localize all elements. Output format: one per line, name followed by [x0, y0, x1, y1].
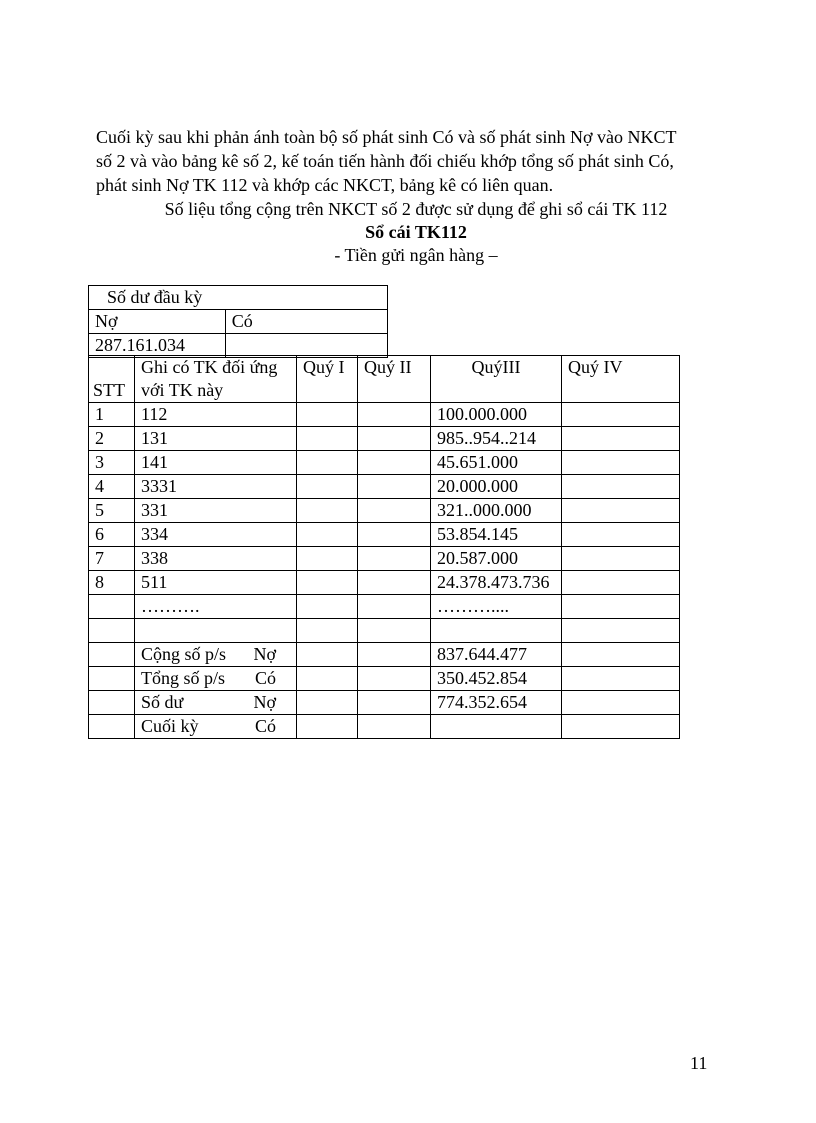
row-account: 338 — [135, 547, 297, 571]
row-stt: 5 — [89, 499, 135, 523]
total-label-cell — [135, 643, 297, 667]
row-q3: 24.378.473.736 — [431, 571, 562, 595]
total-label: Cuối kỳ — [141, 716, 199, 736]
row-q2 — [358, 619, 431, 643]
total-side: Có — [254, 716, 276, 736]
row-q3: 321..000.000 — [431, 499, 562, 523]
table-row — [89, 595, 680, 619]
opening-balance-header: Số dư đầu kỳ — [89, 286, 388, 310]
total-side: Có — [254, 668, 276, 688]
table-row — [89, 475, 680, 499]
table-row — [89, 403, 680, 427]
row-q2 — [358, 523, 431, 547]
row-q2 — [358, 595, 431, 619]
row-stt: 1 — [89, 403, 135, 427]
row-q1 — [297, 643, 358, 667]
total-row — [89, 691, 680, 715]
total-side: Nợ — [253, 644, 276, 664]
row-q4 — [562, 667, 680, 691]
header-q2: Quý II — [358, 356, 431, 403]
row-stt: 6 — [89, 523, 135, 547]
row-q1 — [297, 571, 358, 595]
row-stt — [89, 715, 135, 739]
total-label-cell — [135, 715, 297, 739]
row-q1 — [297, 547, 358, 571]
total-label-cell — [135, 667, 297, 691]
row-q1 — [297, 427, 358, 451]
row-q1 — [297, 523, 358, 547]
row-q1 — [297, 619, 358, 643]
row-q3: 20.000.000 — [431, 475, 562, 499]
row-q3: 774.352.654 — [431, 691, 562, 715]
row-q4 — [562, 571, 680, 595]
total-row — [89, 715, 680, 739]
header-account-line-2: với TK này — [141, 380, 224, 400]
header-account-line-1: Ghi có TK đối ứng — [141, 357, 278, 377]
page-number: 11 — [690, 1053, 708, 1073]
ledger-body — [89, 403, 680, 739]
row-q3: 53.854.145 — [431, 523, 562, 547]
total-label: Cộng số p/s — [141, 644, 227, 664]
header-stt: STT — [89, 356, 135, 403]
row-q4 — [562, 619, 680, 643]
total-label-cell — [135, 691, 297, 715]
table-row — [89, 571, 680, 595]
row-q2 — [358, 667, 431, 691]
row-q3: 837.644.477 — [431, 643, 562, 667]
note-line: Số liệu tổng cộng trên NKCT số 2 được sử dụng để ghi sổ cái TK 112 — [164, 199, 668, 219]
row-q4 — [562, 499, 680, 523]
row-stt — [89, 643, 135, 667]
opening-balance-co-value — [225, 334, 387, 358]
row-stt: 3 — [89, 451, 135, 475]
table-row — [89, 619, 680, 643]
row-q1 — [297, 403, 358, 427]
row-q1 — [297, 499, 358, 523]
table-row — [89, 451, 680, 475]
row-q3 — [431, 715, 562, 739]
row-account: 511 — [135, 571, 297, 595]
header-account — [135, 356, 297, 403]
row-q2 — [358, 451, 431, 475]
ledger-table — [88, 355, 680, 739]
ledger-subtitle: - Tiền gửi ngân hàng – — [334, 245, 498, 265]
header-q4: Quý IV — [562, 356, 680, 403]
total-row — [89, 667, 680, 691]
row-q4 — [562, 547, 680, 571]
row-q4 — [562, 715, 680, 739]
row-q4 — [562, 427, 680, 451]
row-account — [135, 619, 297, 643]
row-q4 — [562, 451, 680, 475]
row-stt: 7 — [89, 547, 135, 571]
table-row — [89, 427, 680, 451]
ledger-title: Sổ cái TK112 — [365, 222, 467, 242]
row-q2 — [358, 571, 431, 595]
total-side: Nợ — [253, 692, 276, 712]
row-q3 — [431, 619, 562, 643]
total-label: Tổng số p/s — [141, 668, 226, 688]
intro-line-2: số 2 và vào bảng kê số 2, kế toán tiến hành đối chiếu khớp tổng số phát sinh Có, — [96, 151, 674, 171]
row-q3: 350.452.854 — [431, 667, 562, 691]
table-row — [89, 547, 680, 571]
row-q2 — [358, 403, 431, 427]
row-q3: 985..954..214 — [431, 427, 562, 451]
row-q1 — [297, 667, 358, 691]
row-account: ………. — [135, 595, 297, 619]
row-account: 112 — [135, 403, 297, 427]
row-q2 — [358, 547, 431, 571]
row-account: 131 — [135, 427, 297, 451]
row-q3: 45.651.000 — [431, 451, 562, 475]
row-stt — [89, 595, 135, 619]
row-q4 — [562, 403, 680, 427]
row-q1 — [297, 451, 358, 475]
intro-line-1: Cuối kỳ sau khi phản ánh toàn bộ số phát sinh Có và số phát sinh Nợ vào NKCT — [96, 127, 677, 147]
row-account: 331 — [135, 499, 297, 523]
row-q2 — [358, 715, 431, 739]
row-q1 — [297, 595, 358, 619]
row-account: 334 — [135, 523, 297, 547]
row-q1 — [297, 691, 358, 715]
opening-balance-table — [88, 285, 388, 358]
row-q2 — [358, 427, 431, 451]
row-stt — [89, 619, 135, 643]
row-stt: 8 — [89, 571, 135, 595]
row-q4 — [562, 643, 680, 667]
ledger-header-row — [89, 356, 680, 403]
header-q3: QuýIII — [431, 356, 562, 403]
row-q3: ……….... — [431, 595, 562, 619]
intro-paragraph — [96, 125, 736, 197]
row-q2 — [358, 643, 431, 667]
opening-balance-no-label: Nợ — [89, 310, 226, 334]
row-stt: 4 — [89, 475, 135, 499]
row-q4 — [562, 475, 680, 499]
opening-balance-no-value: 287.161.034 — [89, 334, 226, 358]
opening-balance-co-label: Có — [225, 310, 387, 334]
row-q2 — [358, 499, 431, 523]
row-stt: 2 — [89, 427, 135, 451]
row-q3: 100.000.000 — [431, 403, 562, 427]
row-q4 — [562, 595, 680, 619]
row-q1 — [297, 475, 358, 499]
header-q1: Quý I — [297, 356, 358, 403]
row-account: 3331 — [135, 475, 297, 499]
table-row — [89, 499, 680, 523]
total-label: Số dư — [141, 692, 184, 712]
row-q4 — [562, 523, 680, 547]
row-q1 — [297, 715, 358, 739]
row-q3: 20.587.000 — [431, 547, 562, 571]
row-stt — [89, 691, 135, 715]
row-q4 — [562, 691, 680, 715]
table-row — [89, 523, 680, 547]
row-account: 141 — [135, 451, 297, 475]
row-stt — [89, 667, 135, 691]
row-q2 — [358, 691, 431, 715]
row-q2 — [358, 475, 431, 499]
intro-line-3: phát sinh Nợ TK 112 và khớp các NKCT, bảng kê có liên quan. — [96, 175, 554, 195]
total-row — [89, 643, 680, 667]
